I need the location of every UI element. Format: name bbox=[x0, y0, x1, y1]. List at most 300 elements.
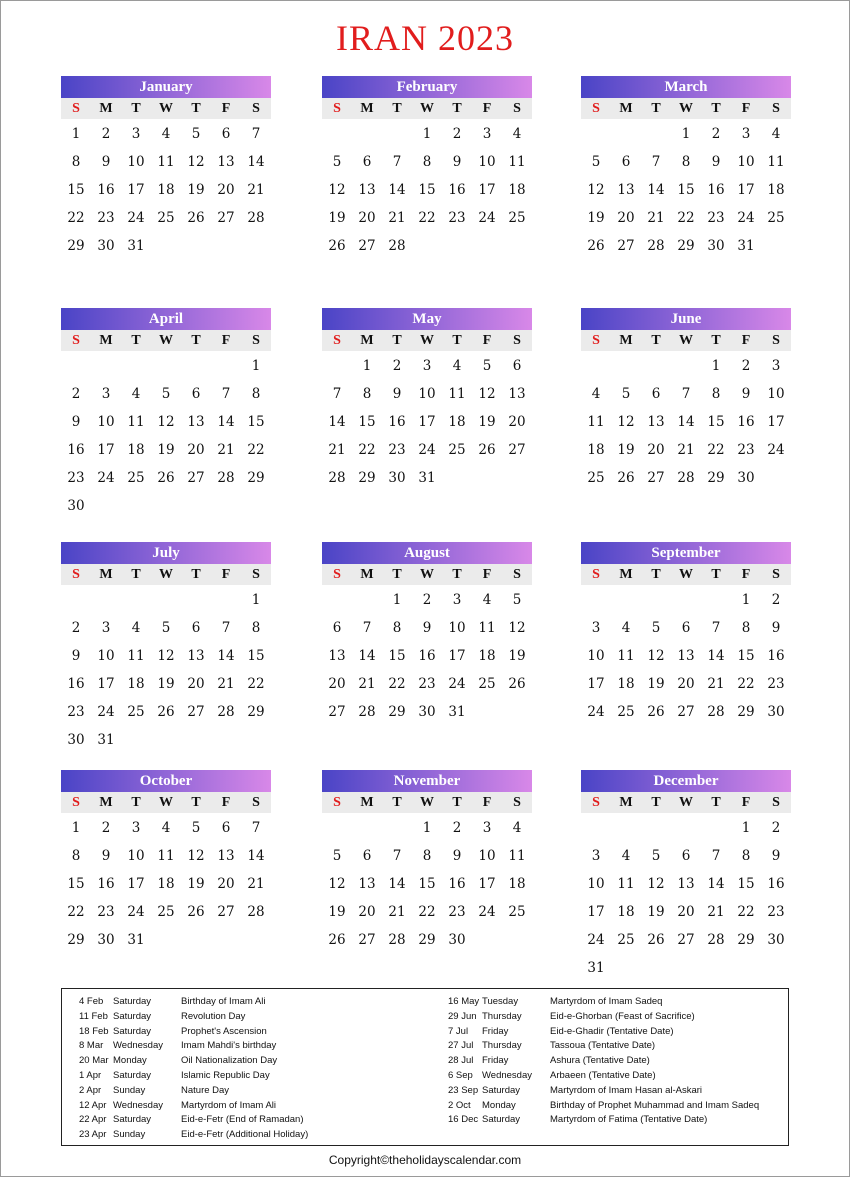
weekday-label: F bbox=[482, 567, 492, 582]
day-cell: 22 bbox=[737, 904, 755, 920]
weekday-label: W bbox=[679, 333, 693, 348]
weekday-label: S bbox=[333, 333, 341, 348]
day-cell: 10 bbox=[97, 648, 115, 664]
weekday-label: W bbox=[679, 101, 693, 116]
day-cell: 26 bbox=[508, 676, 526, 692]
holiday-date: 16 Dec bbox=[448, 1114, 479, 1126]
day-cell: 2 bbox=[71, 386, 81, 402]
day-cell: 14 bbox=[707, 876, 725, 892]
weekday-label: T bbox=[392, 101, 402, 116]
day-cell: 6 bbox=[191, 620, 201, 636]
day-cell: 16 bbox=[97, 876, 115, 892]
day-cell: 2 bbox=[711, 126, 721, 142]
weekday-label: T bbox=[452, 567, 462, 582]
day-cell: 19 bbox=[587, 210, 605, 226]
month-header: November bbox=[322, 770, 532, 792]
day-cell: 23 bbox=[448, 904, 466, 920]
day-cell: 16 bbox=[97, 182, 115, 198]
day-grid bbox=[581, 352, 791, 492]
day-cell: 2 bbox=[71, 620, 81, 636]
day-grid bbox=[581, 586, 791, 726]
holiday-weekday: Thursday bbox=[482, 1040, 522, 1052]
day-cell: 17 bbox=[448, 648, 466, 664]
day-blank bbox=[211, 352, 241, 380]
holiday-weekday: Tuesday bbox=[482, 996, 519, 1007]
weekday-label: M bbox=[360, 795, 374, 810]
day-cell: 28 bbox=[358, 704, 376, 720]
weekday-label: W bbox=[679, 567, 693, 582]
weekday-bar bbox=[581, 792, 791, 813]
weekday-label: W bbox=[159, 333, 173, 348]
day-cell: 15 bbox=[677, 182, 695, 198]
day-blank bbox=[671, 586, 701, 614]
day-cell: 22 bbox=[677, 210, 695, 226]
day-cell: 24 bbox=[587, 704, 605, 720]
weekday-label: W bbox=[159, 567, 173, 582]
day-cell: 16 bbox=[707, 182, 725, 198]
day-cell: 26 bbox=[647, 704, 665, 720]
day-cell: 5 bbox=[161, 620, 171, 636]
day-cell: 26 bbox=[478, 442, 496, 458]
weekday-label: S bbox=[252, 333, 260, 348]
day-cell: 29 bbox=[247, 470, 265, 486]
day-cell: 4 bbox=[131, 620, 141, 636]
day-cell: 4 bbox=[512, 820, 522, 836]
day-cell: 20 bbox=[187, 676, 205, 692]
day-cell: 28 bbox=[217, 470, 235, 486]
weekday-bar bbox=[61, 564, 271, 585]
day-cell: 17 bbox=[587, 676, 605, 692]
day-cell: 9 bbox=[452, 848, 462, 864]
day-cell: 24 bbox=[737, 210, 755, 226]
holiday-name: Prophet's Ascension bbox=[181, 1025, 267, 1037]
day-cell: 25 bbox=[767, 210, 785, 226]
weekday-label: M bbox=[619, 567, 633, 582]
day-cell: 6 bbox=[512, 358, 522, 374]
day-cell: 23 bbox=[67, 704, 85, 720]
day-cell: 13 bbox=[617, 182, 635, 198]
weekday-label: S bbox=[513, 333, 521, 348]
holiday-name: Revolution Day bbox=[181, 1010, 246, 1022]
day-cell: 4 bbox=[482, 592, 492, 608]
day-cell: 15 bbox=[247, 414, 265, 430]
day-cell: 16 bbox=[67, 442, 85, 458]
day-cell: 30 bbox=[67, 732, 85, 748]
day-cell: 16 bbox=[767, 648, 785, 664]
day-cell: 15 bbox=[418, 876, 436, 892]
day-cell: 27 bbox=[677, 704, 695, 720]
day-cell: 8 bbox=[741, 848, 751, 864]
holiday-date: 23 Apr bbox=[79, 1129, 107, 1141]
weekday-label: W bbox=[679, 795, 693, 810]
day-cell: 30 bbox=[448, 932, 466, 948]
holiday-weekday: Sunday bbox=[113, 1129, 146, 1141]
day-cell: 28 bbox=[707, 932, 725, 948]
day-cell: 21 bbox=[217, 442, 235, 458]
day-cell: 20 bbox=[617, 210, 635, 226]
day-cell: 19 bbox=[187, 182, 205, 198]
day-cell: 3 bbox=[452, 592, 462, 608]
month-january bbox=[61, 76, 271, 260]
day-cell: 7 bbox=[362, 620, 372, 636]
day-cell: 25 bbox=[478, 676, 496, 692]
day-cell: 5 bbox=[651, 848, 661, 864]
weekday-label: M bbox=[99, 333, 113, 348]
month-may bbox=[322, 308, 532, 492]
day-cell: 10 bbox=[478, 848, 496, 864]
day-cell: 28 bbox=[247, 904, 265, 920]
day-cell: 12 bbox=[478, 386, 496, 402]
day-cell: 4 bbox=[161, 820, 171, 836]
day-cell: 5 bbox=[482, 358, 492, 374]
day-cell: 29 bbox=[418, 932, 436, 948]
day-grid bbox=[61, 814, 271, 954]
day-cell: 26 bbox=[187, 210, 205, 226]
day-cell: 28 bbox=[707, 704, 725, 720]
day-cell: 3 bbox=[771, 358, 781, 374]
day-cell: 2 bbox=[452, 126, 462, 142]
day-cell: 2 bbox=[771, 820, 781, 836]
holiday-date: 4 Feb bbox=[79, 996, 104, 1007]
day-cell: 10 bbox=[587, 648, 605, 664]
day-cell: 28 bbox=[328, 470, 346, 486]
weekday-label: S bbox=[333, 795, 341, 810]
day-cell: 14 bbox=[247, 154, 265, 170]
day-cell: 13 bbox=[508, 386, 526, 402]
weekday-label: T bbox=[131, 795, 141, 810]
weekday-label: W bbox=[420, 567, 434, 582]
day-cell: 1 bbox=[741, 592, 751, 608]
day-cell: 10 bbox=[587, 876, 605, 892]
holiday-weekday: Saturday bbox=[482, 1084, 521, 1096]
day-cell: 1 bbox=[392, 592, 402, 608]
day-cell: 10 bbox=[97, 414, 115, 430]
day-cell: 15 bbox=[418, 182, 436, 198]
day-cell: 18 bbox=[617, 904, 635, 920]
holiday-name: Nature Day bbox=[181, 1084, 230, 1096]
day-grid bbox=[61, 586, 271, 754]
holiday-weekday: Saturday bbox=[113, 1114, 152, 1126]
day-cell: 19 bbox=[157, 676, 175, 692]
day-cell: 16 bbox=[67, 676, 85, 692]
day-cell: 19 bbox=[508, 648, 526, 664]
month-february bbox=[322, 76, 532, 260]
holiday-name: Oil Nationalization Day bbox=[181, 1055, 278, 1067]
day-cell: 27 bbox=[508, 442, 526, 458]
day-cell: 27 bbox=[187, 470, 205, 486]
weekday-label: M bbox=[360, 567, 374, 582]
day-grid bbox=[61, 352, 271, 520]
day-cell: 10 bbox=[767, 386, 785, 402]
day-cell: 31 bbox=[737, 238, 755, 254]
day-blank bbox=[322, 586, 352, 614]
day-cell: 26 bbox=[187, 904, 205, 920]
weekday-label: W bbox=[420, 795, 434, 810]
day-cell: 20 bbox=[358, 210, 376, 226]
day-blank bbox=[581, 120, 611, 148]
day-cell: 19 bbox=[647, 676, 665, 692]
day-cell: 11 bbox=[448, 386, 466, 402]
day-cell: 1 bbox=[251, 358, 261, 374]
day-grid bbox=[581, 814, 791, 982]
weekday-label: W bbox=[420, 101, 434, 116]
day-cell: 11 bbox=[587, 414, 605, 430]
day-cell: 9 bbox=[422, 620, 432, 636]
day-cell: 21 bbox=[217, 676, 235, 692]
day-cell: 9 bbox=[101, 848, 111, 864]
holiday-name: Eid-e-Ghadir (Tentative Date) bbox=[550, 1025, 674, 1037]
day-blank bbox=[322, 814, 352, 842]
day-cell: 9 bbox=[71, 648, 81, 664]
day-cell: 21 bbox=[707, 904, 725, 920]
day-blank bbox=[701, 586, 731, 614]
day-cell: 14 bbox=[358, 648, 376, 664]
day-cell: 18 bbox=[127, 442, 145, 458]
day-cell: 15 bbox=[707, 414, 725, 430]
day-cell: 30 bbox=[67, 498, 85, 514]
day-cell: 13 bbox=[647, 414, 665, 430]
day-cell: 25 bbox=[587, 470, 605, 486]
day-blank bbox=[671, 814, 701, 842]
holiday-name: Birthday of Imam Ali bbox=[181, 996, 266, 1007]
day-cell: 18 bbox=[157, 182, 175, 198]
day-cell: 18 bbox=[767, 182, 785, 198]
day-cell: 10 bbox=[127, 154, 145, 170]
weekday-label: F bbox=[741, 567, 751, 582]
day-cell: 27 bbox=[328, 704, 346, 720]
weekday-label: S bbox=[252, 795, 260, 810]
month-header: May bbox=[322, 308, 532, 330]
holiday-date: 12 Apr bbox=[79, 1099, 107, 1111]
weekday-label: T bbox=[651, 567, 661, 582]
day-cell: 9 bbox=[711, 154, 721, 170]
day-blank bbox=[151, 586, 181, 614]
holiday-date: 7 Jul bbox=[448, 1025, 469, 1037]
weekday-label: F bbox=[482, 101, 492, 116]
day-cell: 4 bbox=[771, 126, 781, 142]
month-header: August bbox=[322, 542, 532, 564]
day-cell: 31 bbox=[97, 732, 115, 748]
weekday-label: W bbox=[159, 101, 173, 116]
holiday-date: 27 Jul bbox=[448, 1040, 474, 1052]
holiday-name: Martyrdom of Imam Ali bbox=[181, 1099, 277, 1111]
day-cell: 6 bbox=[191, 386, 201, 402]
day-cell: 9 bbox=[771, 620, 781, 636]
day-cell: 16 bbox=[418, 648, 436, 664]
day-cell: 20 bbox=[187, 442, 205, 458]
day-cell: 21 bbox=[388, 904, 406, 920]
day-cell: 30 bbox=[97, 238, 115, 254]
day-cell: 10 bbox=[127, 848, 145, 864]
day-cell: 27 bbox=[217, 904, 235, 920]
day-blank bbox=[211, 586, 241, 614]
holiday-date: 11 Feb bbox=[79, 1010, 108, 1022]
holiday-date: 2 Apr bbox=[79, 1084, 102, 1096]
month-march bbox=[581, 76, 791, 260]
day-cell: 1 bbox=[362, 358, 372, 374]
month-header: June bbox=[581, 308, 791, 330]
day-cell: 12 bbox=[187, 154, 205, 170]
weekday-bar bbox=[581, 98, 791, 119]
weekday-bar bbox=[61, 98, 271, 119]
day-cell: 15 bbox=[67, 182, 85, 198]
day-cell: 7 bbox=[392, 154, 402, 170]
day-cell: 8 bbox=[741, 620, 751, 636]
day-blank bbox=[181, 586, 211, 614]
day-blank bbox=[322, 120, 352, 148]
day-cell: 21 bbox=[647, 210, 665, 226]
weekday-label: T bbox=[131, 101, 141, 116]
holiday-date: 22 Apr bbox=[79, 1114, 107, 1126]
day-cell: 19 bbox=[157, 442, 175, 458]
day-cell: 10 bbox=[737, 154, 755, 170]
day-cell: 23 bbox=[707, 210, 725, 226]
day-cell: 7 bbox=[711, 848, 721, 864]
day-cell: 23 bbox=[67, 470, 85, 486]
day-cell: 21 bbox=[677, 442, 695, 458]
day-cell: 1 bbox=[422, 126, 432, 142]
day-cell: 20 bbox=[508, 414, 526, 430]
holiday-name: Islamic Republic Day bbox=[181, 1069, 270, 1081]
day-cell: 23 bbox=[388, 442, 406, 458]
day-cell: 16 bbox=[448, 182, 466, 198]
weekday-label: F bbox=[741, 101, 751, 116]
day-cell: 28 bbox=[677, 470, 695, 486]
day-cell: 22 bbox=[358, 442, 376, 458]
day-cell: 5 bbox=[332, 848, 342, 864]
day-cell: 1 bbox=[711, 358, 721, 374]
day-cell: 25 bbox=[448, 442, 466, 458]
day-blank bbox=[581, 352, 611, 380]
day-cell: 12 bbox=[647, 648, 665, 664]
day-cell: 7 bbox=[681, 386, 691, 402]
weekday-label: S bbox=[72, 333, 80, 348]
copyright-text: Copyright©theholidayscalendar.com bbox=[328, 1153, 522, 1167]
day-cell: 17 bbox=[127, 876, 145, 892]
day-cell: 6 bbox=[221, 126, 231, 142]
holiday-date: 6 Sep bbox=[448, 1069, 473, 1081]
day-cell: 21 bbox=[707, 676, 725, 692]
day-cell: 29 bbox=[737, 704, 755, 720]
holiday-weekday: Saturday bbox=[113, 996, 152, 1007]
day-cell: 3 bbox=[482, 126, 492, 142]
weekday-label: T bbox=[392, 795, 402, 810]
day-cell: 30 bbox=[707, 238, 725, 254]
day-cell: 22 bbox=[737, 676, 755, 692]
day-cell: 26 bbox=[157, 470, 175, 486]
day-cell: 2 bbox=[422, 592, 432, 608]
day-cell: 21 bbox=[358, 676, 376, 692]
day-cell: 14 bbox=[217, 648, 235, 664]
day-cell: 21 bbox=[247, 182, 265, 198]
day-cell: 24 bbox=[478, 904, 496, 920]
day-cell: 31 bbox=[448, 704, 466, 720]
day-blank bbox=[181, 352, 211, 380]
day-cell: 7 bbox=[392, 848, 402, 864]
weekday-label: S bbox=[333, 567, 341, 582]
day-cell: 26 bbox=[328, 238, 346, 254]
day-cell: 12 bbox=[587, 182, 605, 198]
day-cell: 1 bbox=[422, 820, 432, 836]
day-grid bbox=[581, 120, 791, 260]
holiday-date: 1 Apr bbox=[79, 1069, 102, 1081]
weekday-bar bbox=[322, 792, 532, 813]
day-cell: 22 bbox=[67, 210, 85, 226]
weekday-label: M bbox=[619, 101, 633, 116]
day-cell: 27 bbox=[217, 210, 235, 226]
day-cell: 25 bbox=[617, 932, 635, 948]
day-cell: 15 bbox=[67, 876, 85, 892]
holiday-name: Martyrdom of Imam Hasan al-Askari bbox=[550, 1084, 703, 1096]
day-cell: 1 bbox=[71, 126, 81, 142]
day-cell: 15 bbox=[388, 648, 406, 664]
day-cell: 10 bbox=[478, 154, 496, 170]
weekday-bar bbox=[581, 564, 791, 585]
weekday-label: S bbox=[592, 101, 600, 116]
day-blank bbox=[611, 120, 641, 148]
day-cell: 31 bbox=[587, 960, 605, 976]
day-cell: 13 bbox=[187, 414, 205, 430]
day-cell: 18 bbox=[478, 648, 496, 664]
day-cell: 7 bbox=[251, 126, 261, 142]
day-cell: 12 bbox=[157, 414, 175, 430]
day-cell: 4 bbox=[131, 386, 141, 402]
day-blank bbox=[641, 352, 671, 380]
day-cell: 27 bbox=[358, 932, 376, 948]
day-blank bbox=[91, 586, 121, 614]
holiday-weekday: Thursday bbox=[482, 1010, 522, 1022]
day-cell: 1 bbox=[251, 592, 261, 608]
month-header: February bbox=[322, 76, 532, 98]
day-cell: 3 bbox=[591, 848, 601, 864]
day-cell: 13 bbox=[358, 182, 376, 198]
page-title: IRAN 2023 bbox=[336, 18, 514, 58]
holiday-weekday: Wednesday bbox=[113, 1099, 163, 1111]
day-cell: 24 bbox=[448, 676, 466, 692]
weekday-label: F bbox=[221, 101, 231, 116]
day-cell: 23 bbox=[97, 210, 115, 226]
weekday-label: S bbox=[252, 101, 260, 116]
day-cell: 11 bbox=[478, 620, 496, 636]
holiday-weekday: Saturday bbox=[113, 1069, 152, 1081]
day-blank bbox=[121, 352, 151, 380]
holiday-name: Imam Mahdi's birthday bbox=[181, 1040, 277, 1052]
weekday-label: S bbox=[72, 795, 80, 810]
day-cell: 29 bbox=[247, 704, 265, 720]
day-cell: 5 bbox=[591, 154, 601, 170]
month-april bbox=[61, 308, 271, 520]
day-cell: 9 bbox=[71, 414, 81, 430]
day-cell: 16 bbox=[737, 414, 755, 430]
weekday-label: M bbox=[360, 333, 374, 348]
day-cell: 11 bbox=[617, 876, 635, 892]
weekday-bar bbox=[61, 330, 271, 351]
day-cell: 30 bbox=[388, 470, 406, 486]
day-cell: 20 bbox=[217, 876, 235, 892]
day-cell: 12 bbox=[187, 848, 205, 864]
weekday-bar bbox=[61, 792, 271, 813]
day-cell: 15 bbox=[737, 876, 755, 892]
day-cell: 17 bbox=[127, 182, 145, 198]
day-cell: 27 bbox=[677, 932, 695, 948]
weekday-label: F bbox=[221, 333, 231, 348]
day-cell: 9 bbox=[771, 848, 781, 864]
weekday-label: S bbox=[72, 567, 80, 582]
day-blank bbox=[352, 586, 382, 614]
day-blank bbox=[352, 120, 382, 148]
day-cell: 4 bbox=[621, 848, 631, 864]
day-cell: 1 bbox=[741, 820, 751, 836]
